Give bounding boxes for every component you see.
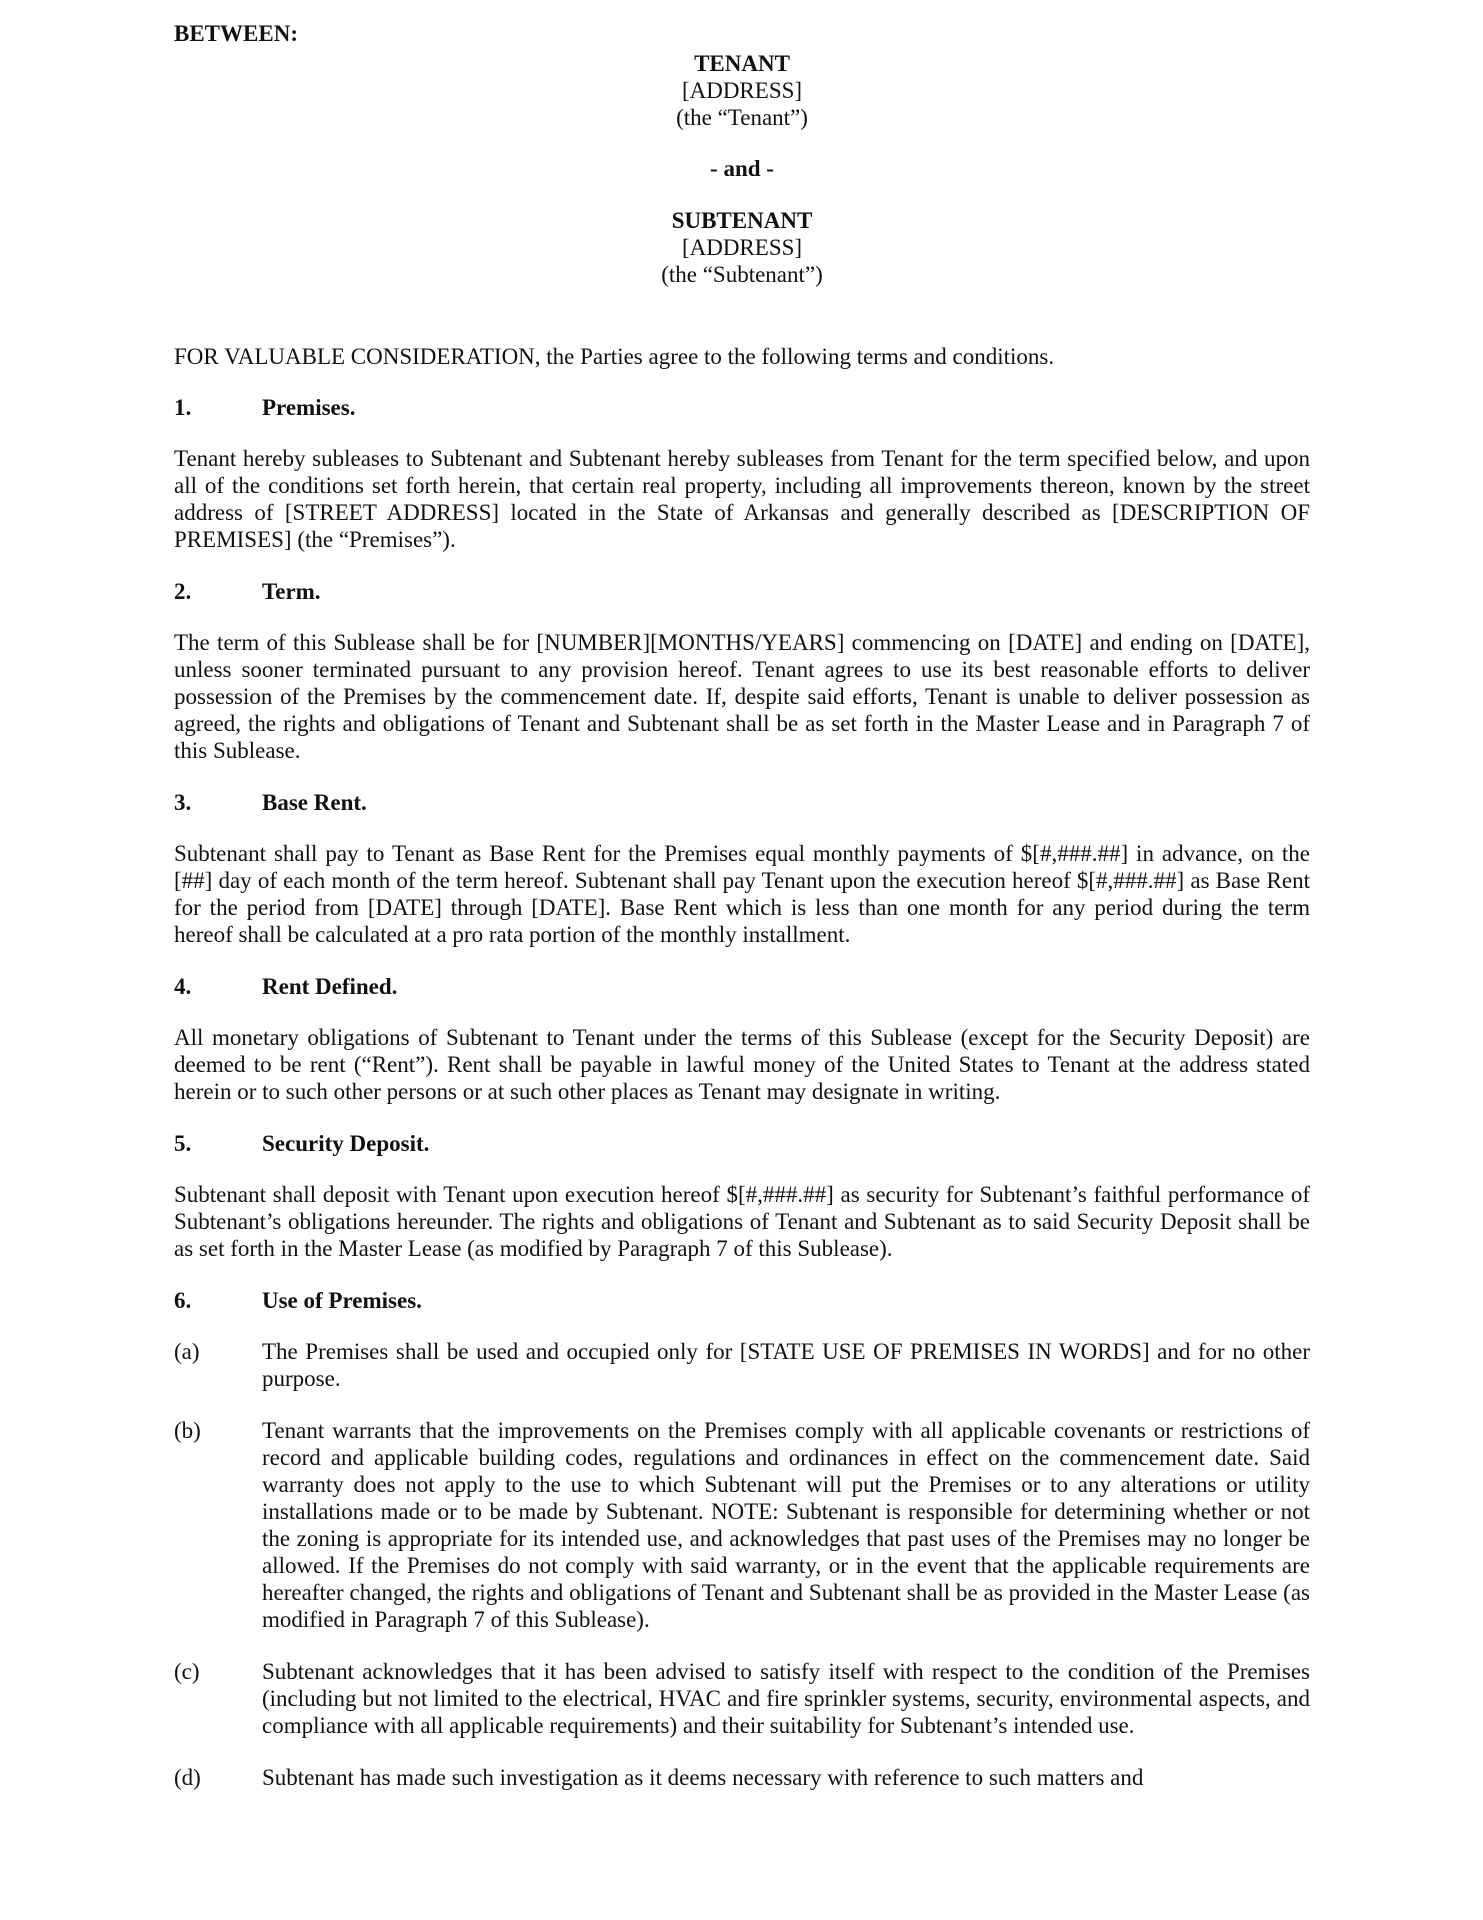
- section-title: Term.: [262, 579, 321, 604]
- section-paragraph: Subtenant shall pay to Tenant as Base Rent for the Premises equal monthly payments of $[#,###.##] in advance, on the [##] day of each month of the term hereof. Subtenant shall pay Tenant upon the execution hereof $[#,###.##] as Base Rent for the period from [DATE] through [DATE]. Base Rent which is less than one month for any period during the term hereof shall be calculated at a pro rata portion of the monthly installment.: [174, 841, 1310, 947]
- subtenant-block: [174, 207, 1310, 288]
- section-number: 4.: [174, 974, 192, 999]
- section-paragraph: Subtenant shall deposit with Tenant upon execution hereof $[#,###.##] as security for Subtenant’s faithful performance of Subtenant’s obligations hereunder. The rights and obligations of Tenant and Subtenant as to said Security Deposit shall be as set forth in the Master Lease (as modified by Paragraph 7 of this Sublease).: [174, 1182, 1310, 1261]
- use-item-letter: (d): [174, 1765, 201, 1790]
- use-item-text: The Premises shall be used and occupied only for [STATE USE OF PREMISES IN WORDS] and for no other purpose.: [262, 1339, 1310, 1391]
- use-item: [174, 1417, 1310, 1633]
- use-item-letter: (c): [174, 1659, 200, 1684]
- section-heading: [174, 578, 1310, 605]
- use-item-text: Subtenant acknowledges that it has been advised to satisfy itself with respect to the condition of the Premises (including but not limited to the electrical, HVAC and fire sprinkler systems, security, environmental aspects, and compliance with all applicable requirements) and their suitability for Subtenant’s intended use.: [262, 1659, 1310, 1738]
- use-item-text: Subtenant has made such investigation as it deems necessary with reference to such matters and: [262, 1765, 1144, 1790]
- between-label: BETWEEN:: [174, 21, 298, 46]
- section-number: 3.: [174, 790, 192, 815]
- section-number: 1.: [174, 395, 192, 420]
- use-item-letter: (a): [174, 1339, 200, 1364]
- section-number: 2.: [174, 579, 192, 604]
- section-title: Security Deposit.: [262, 1131, 430, 1156]
- tenant-address: [ADDRESS]: [681, 78, 803, 103]
- tenant-defined: (the “Tenant”): [676, 105, 808, 130]
- section-heading: [174, 1130, 1310, 1157]
- section-heading: [174, 1287, 1310, 1314]
- intro-paragraph: FOR VALUABLE CONSIDERATION, the Parties agree to the following terms and conditions.: [174, 344, 1055, 369]
- use-item-letter: (b): [174, 1418, 201, 1443]
- section-heading: [174, 973, 1310, 1000]
- document-page: [174, 20, 1310, 1816]
- use-item: [174, 1658, 1310, 1739]
- section-title: Rent Defined.: [262, 974, 398, 999]
- subtenant-defined: (the “Subtenant”): [661, 262, 823, 287]
- use-item: [174, 1338, 1310, 1392]
- parties-block: [174, 50, 1310, 288]
- section-number: 6.: [174, 1288, 192, 1313]
- section-number: 5.: [174, 1131, 192, 1156]
- tenant-block: [174, 50, 1310, 131]
- section-paragraph: The term of this Sublease shall be for [NUMBER][MONTHS/YEARS] commencing on [DATE] and ending on [DATE], unless sooner terminated pursuant to any provision hereof. Tenant agrees to use its best reasonable efforts to deliver possession of the Premises by the commencement date. If, despite said efforts, Tenant is unable to deliver possession as agreed, the rights and obligations of Tenant and Subtenant shall be as set forth in the Master Lease and in Paragraph 7 of this Sublease.: [174, 630, 1310, 763]
- section-title: Premises.: [262, 395, 356, 420]
- use-item-text: Tenant warrants that the improvements on the Premises comply with all applicable covenants or restrictions of record and applicable building codes, regulations and ordinances in effect on the commencement date. Said warranty does not apply to the use to which Subtenant will put the Premises or to any alterations or utility installations made or to be made by Subtenant. NOTE: Subtenant is responsible for determining whether or not the zoning is appropriate for its intended use, and acknowledges that past uses of the Premises may no longer be allowed. If the Premises do not comply with said warranty, or in the event that the applicable requirements are hereafter changed, the rights and obligations of Tenant and Subtenant shall be as provided in the Master Lease (as modified in Paragraph 7 of this Sublease).: [262, 1418, 1310, 1632]
- section-title: Base Rent.: [262, 790, 367, 815]
- subtenant-address: [ADDRESS]: [681, 235, 803, 260]
- and-separator: - and -: [710, 156, 774, 181]
- section-heading: [174, 394, 1310, 421]
- tenant-name: TENANT: [694, 51, 790, 76]
- section-title: Use of Premises.: [262, 1288, 422, 1313]
- subtenant-name: SUBTENANT: [671, 208, 813, 233]
- use-item: [174, 1764, 1310, 1791]
- section-heading: [174, 789, 1310, 816]
- section-paragraph: All monetary obligations of Subtenant to Tenant under the terms of this Sublease (except for the Security Deposit) are deemed to be rent (“Rent”). Rent shall be payable in lawful money of the United States to Tenant at the address stated herein or to such other persons or at such other places as Tenant may designate in writing.: [174, 1025, 1310, 1104]
- section-paragraph: Tenant hereby subleases to Subtenant and Subtenant hereby subleases from Tenant for the term specified below, and upon all of the conditions set forth herein, that certain real property, including all improvements thereon, known by the street address of [STREET ADDRESS] located in the State of Arkansas and generally described as [DESCRIPTION OF PREMISES] (the “Premises”).: [174, 446, 1310, 552]
